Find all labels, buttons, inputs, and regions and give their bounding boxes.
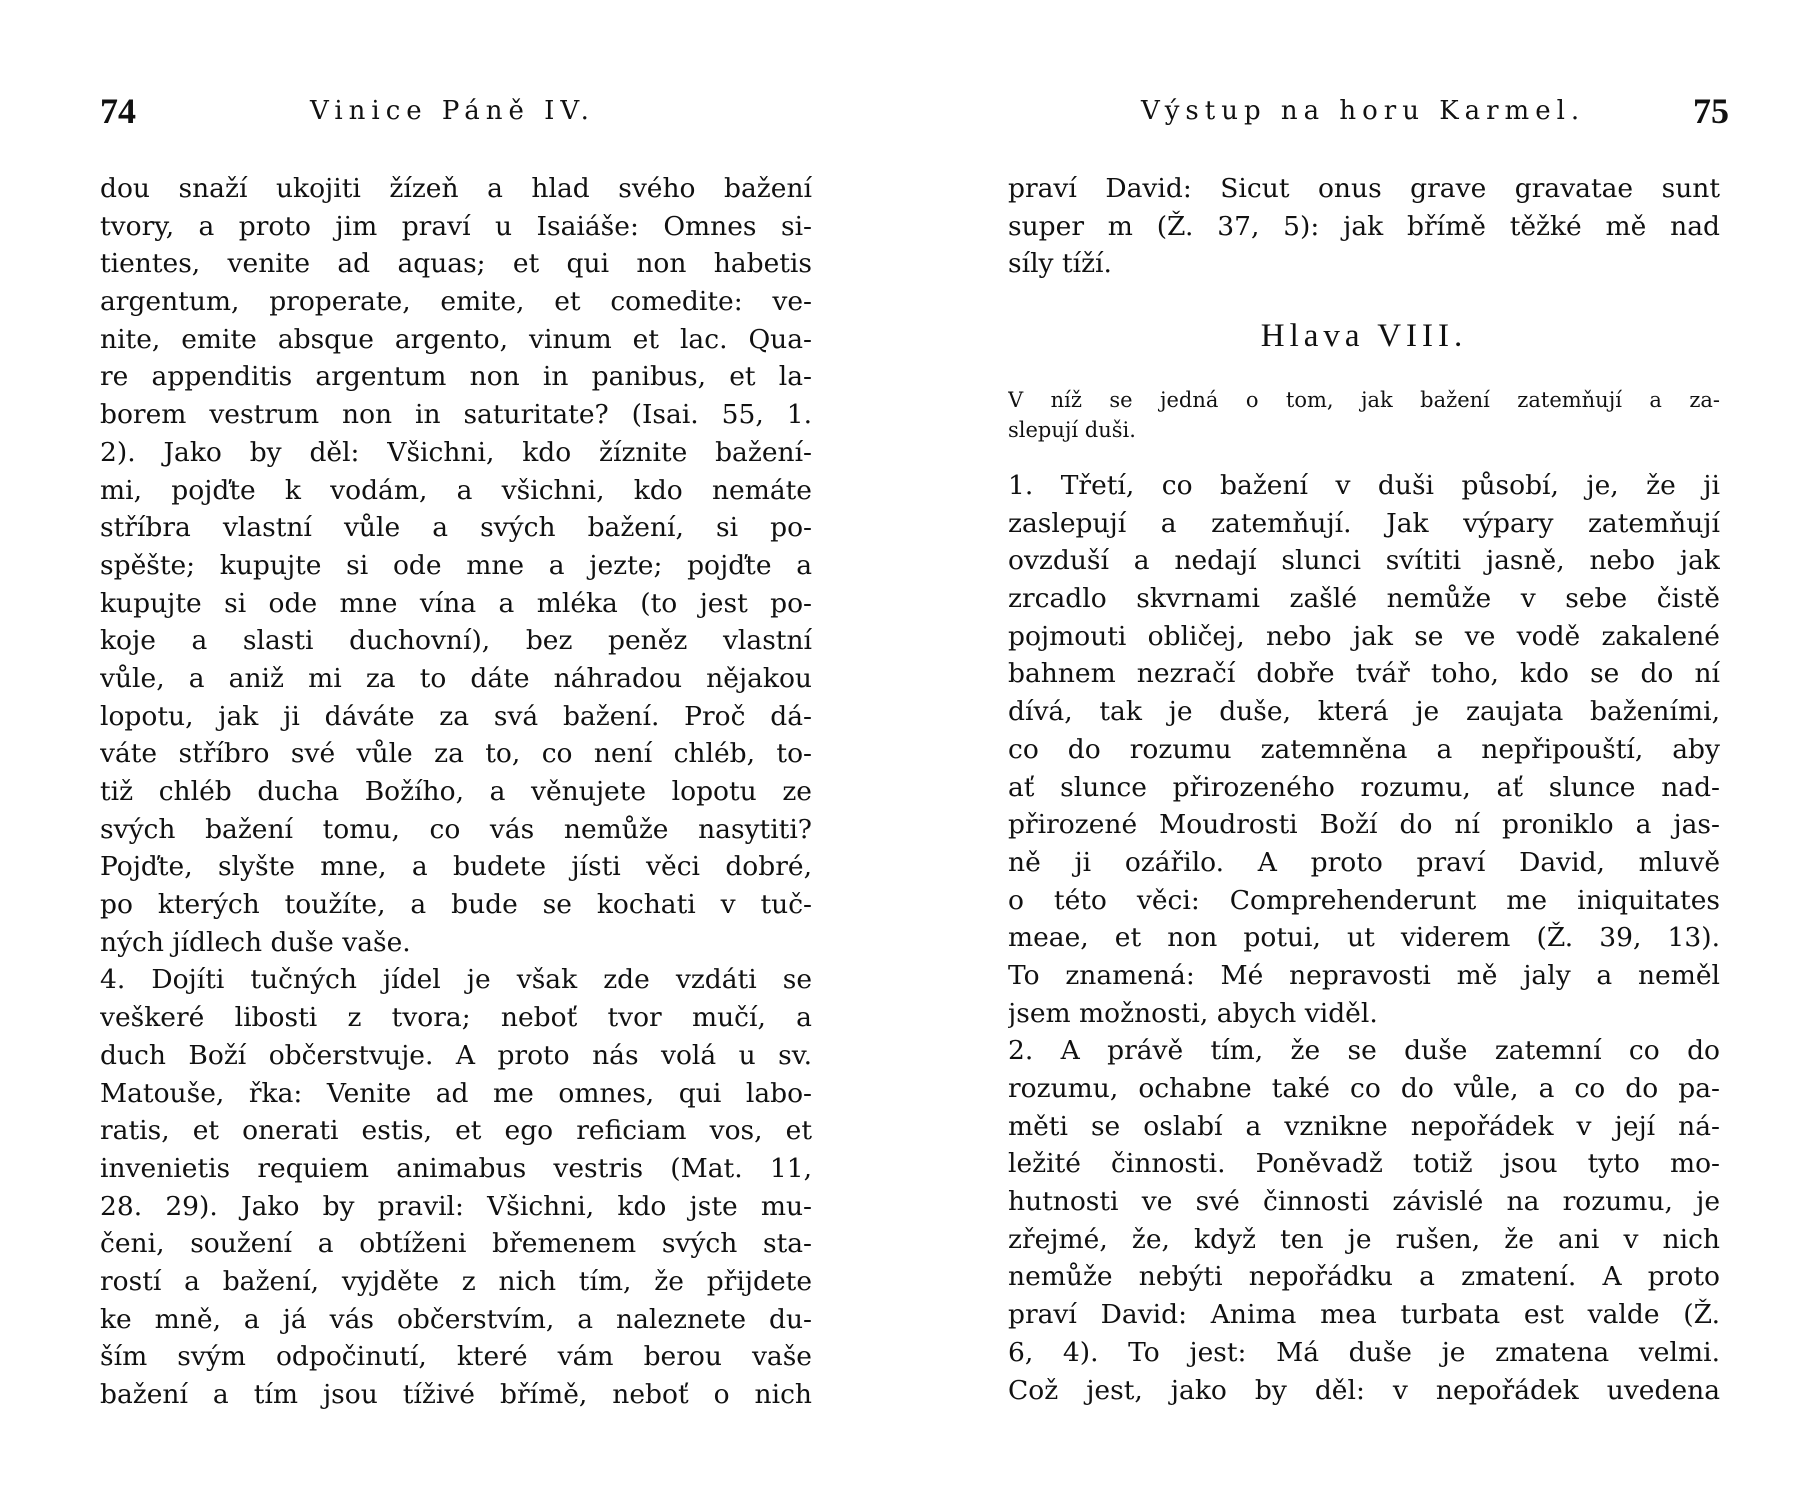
chapter-title: Hlava VIII.: [1260, 318, 1468, 354]
text-line: meae, et non potui, ut viderem (Ž. 39, 13).: [1008, 922, 1720, 954]
text-line: veškeré libosti z tvora; neboť tvor mučí, a: [100, 1002, 812, 1034]
text-line: Pojďte, slyšte mne, a budete jísti věci dobré,: [100, 851, 812, 883]
text-line: koje a slasti duchovní), bez peněz vlastní: [100, 625, 812, 657]
text-line: svých bažení tomu, co vás nemůže nasytiti?: [100, 813, 812, 845]
text-line: lopotu, jak ji dáváte za svá bažení. Proč dá-: [100, 700, 812, 732]
text-line: Což jest, jako by děl: v nepořádek uvedena: [1008, 1374, 1720, 1406]
body-text: [100, 170, 812, 1414]
text-line: o této věci: Comprehenderunt me iniquitates: [1008, 884, 1720, 916]
text-line: Matouše, řka: Venite ad me omnes, qui labo-: [100, 1077, 812, 1109]
text-line: ovzduší a nedají slunci svítiti jasně, nebo jak: [1008, 545, 1720, 577]
page-number: 75: [1693, 91, 1729, 131]
text-line: měti se oslabí a vznikne nepořádek v její ná-: [1008, 1110, 1720, 1142]
text-line: rostí a bažení, vyjděte z nich tím, že přijdete: [100, 1265, 812, 1297]
text-line: rozumu, ochabne také co do vůle, a co do pa-: [1008, 1073, 1720, 1104]
text-line: praví David: Sicut onus grave gravatae sunt: [1008, 173, 1720, 204]
text-line: stříbra vlastní vůle a svých bažení, si po-: [100, 512, 812, 544]
text-line: po kterých toužíte, a bude se kochati v tuč-: [100, 889, 812, 921]
text-line: borem vestrum non in saturitate? (Isai. 55, 1.: [100, 399, 812, 431]
text-line: váte stříbro své vůle za to, co není chléb, to-: [100, 738, 812, 770]
text-line: přirozené Moudrosti Boží do ní proniklo a jas-: [1008, 809, 1720, 841]
text-line: jsem možnosti, abych viděl.: [1008, 997, 1378, 1029]
text-line: hutnosti ve své činnosti závislé na rozumu, je: [1008, 1186, 1720, 1218]
text-line: dívá, tak je duše, která je zaujata baženími,: [1008, 696, 1720, 728]
text-line: bahnem nezračí dobře tvář toho, kdo se do ní: [1008, 658, 1720, 690]
text-line: zaslepují a zatemňují. Jak výpary zatemňují: [1008, 507, 1720, 539]
text-line: ležité činnosti. Poněvadž totiž jsou tyto mo-: [1008, 1148, 1720, 1180]
text-line: re appenditis argentum non in panibus, et la-: [100, 361, 812, 393]
text-line: argentum, properate, emite, et comedite: ve-: [100, 286, 812, 318]
text-line: super m (Ž. 37, 5): jak břímě těžké mě nad: [1008, 210, 1720, 242]
text-line: tiž chléb ducha Božího, a věnujete lopotu ze: [100, 776, 812, 807]
chapter-summary: [1008, 385, 1720, 445]
text-line: tvory, a proto jim praví u Isaiáše: Omnes si-: [100, 210, 812, 242]
text-line: kupujte si ode mne vína a mléka (to jest po-: [100, 587, 812, 619]
text-line: nite, emite absque argento, vinum et lac. Qua-: [100, 323, 812, 355]
text-line: mi, pojďte k vodám, a všichni, kdo nemáte: [100, 474, 812, 506]
text-line: invenietis requiem animabus vestris (Mat. 11,: [100, 1152, 812, 1184]
text-line: nemůže nebýti nepořádku a zmatení. A proto: [1008, 1261, 1720, 1293]
text-line: ratis, et onerati estis, et ego reficiam vos, et: [100, 1115, 812, 1147]
text-line: V níž se jedná o tom, jak bažení zatemňují a za-: [1008, 388, 1720, 412]
text-line: pojmouti obličej, nebo jak se ve vodě zakalené: [1008, 620, 1720, 652]
text-line: 1. Třetí, co bažení v duši působí, je, že ji: [1008, 470, 1720, 501]
opening-text: [1008, 170, 1720, 283]
text-line: vůle, a aniž mi za to dáte náhradou nějakou: [100, 662, 812, 694]
text-line: čeni, soužení a obtíženi břemenem svých sta-: [100, 1228, 812, 1260]
text-line: 28. 29). Jako by pravil: Všichni, kdo jste mu-: [100, 1190, 812, 1222]
text-line: To znamená: Mé nepravosti mě jaly a neměl: [1008, 959, 1720, 991]
text-line: duch Boží občerstvuje. A proto nás volá u sv.: [100, 1039, 812, 1071]
text-line: síly tíží.: [1008, 248, 1112, 280]
text-line: 2. A právě tím, že se duše zatemní co do: [1008, 1035, 1720, 1067]
text-line: slepují duši.: [1008, 418, 1136, 442]
text-line: dou snaží ukojiti žízeň a hlad svého bažení: [100, 173, 812, 204]
text-line: ně ji ozářilo. A proto praví David, mluvě: [1008, 846, 1720, 878]
text-line: praví David: Anima mea turbata est valde (Ž.: [1008, 1299, 1720, 1331]
text-line: 4. Dojíti tučných jídel je však zde vzdáti se: [100, 964, 812, 996]
running-header: Výstup na horu Karmel.: [1141, 96, 1586, 126]
text-line: zřejmé, že, když ten je rušen, že ani v nich: [1008, 1223, 1720, 1255]
text-line: ším svým odpočinutí, které vám berou vaše: [100, 1341, 812, 1373]
text-line: co do rozumu zatemněna a nepřipouští, aby: [1008, 733, 1720, 765]
text-line: ať slunce přirozeného rozumu, ať slunce nad-: [1008, 771, 1720, 803]
body-text: [1008, 467, 1720, 1409]
text-line: zrcadlo skvrnami zašlé nemůže v sebe čistě: [1008, 583, 1720, 615]
text-line: 6, 4). To jest: Má duše je zmatena velmi.: [1008, 1336, 1720, 1368]
text-line: ke mně, a já vás občerstvím, a naleznete du-: [100, 1303, 812, 1335]
text-line: tientes, venite ad aquas; et qui non habetis: [100, 248, 812, 280]
right-page: [908, 0, 1816, 1500]
text-line: spěšte; kupujte si ode mne a jezte; pojďte a: [100, 549, 812, 581]
text-line: ných jídlech duše vaše.: [100, 926, 411, 958]
text-line: 2). Jako by děl: Všichni, kdo žíznite bažení-: [100, 436, 812, 468]
running-header: Vinice Páně IV.: [310, 96, 595, 126]
text-line: bažení a tím jsou tíživé břímě, neboť o nich: [100, 1379, 812, 1410]
page-number: 74: [100, 91, 136, 131]
